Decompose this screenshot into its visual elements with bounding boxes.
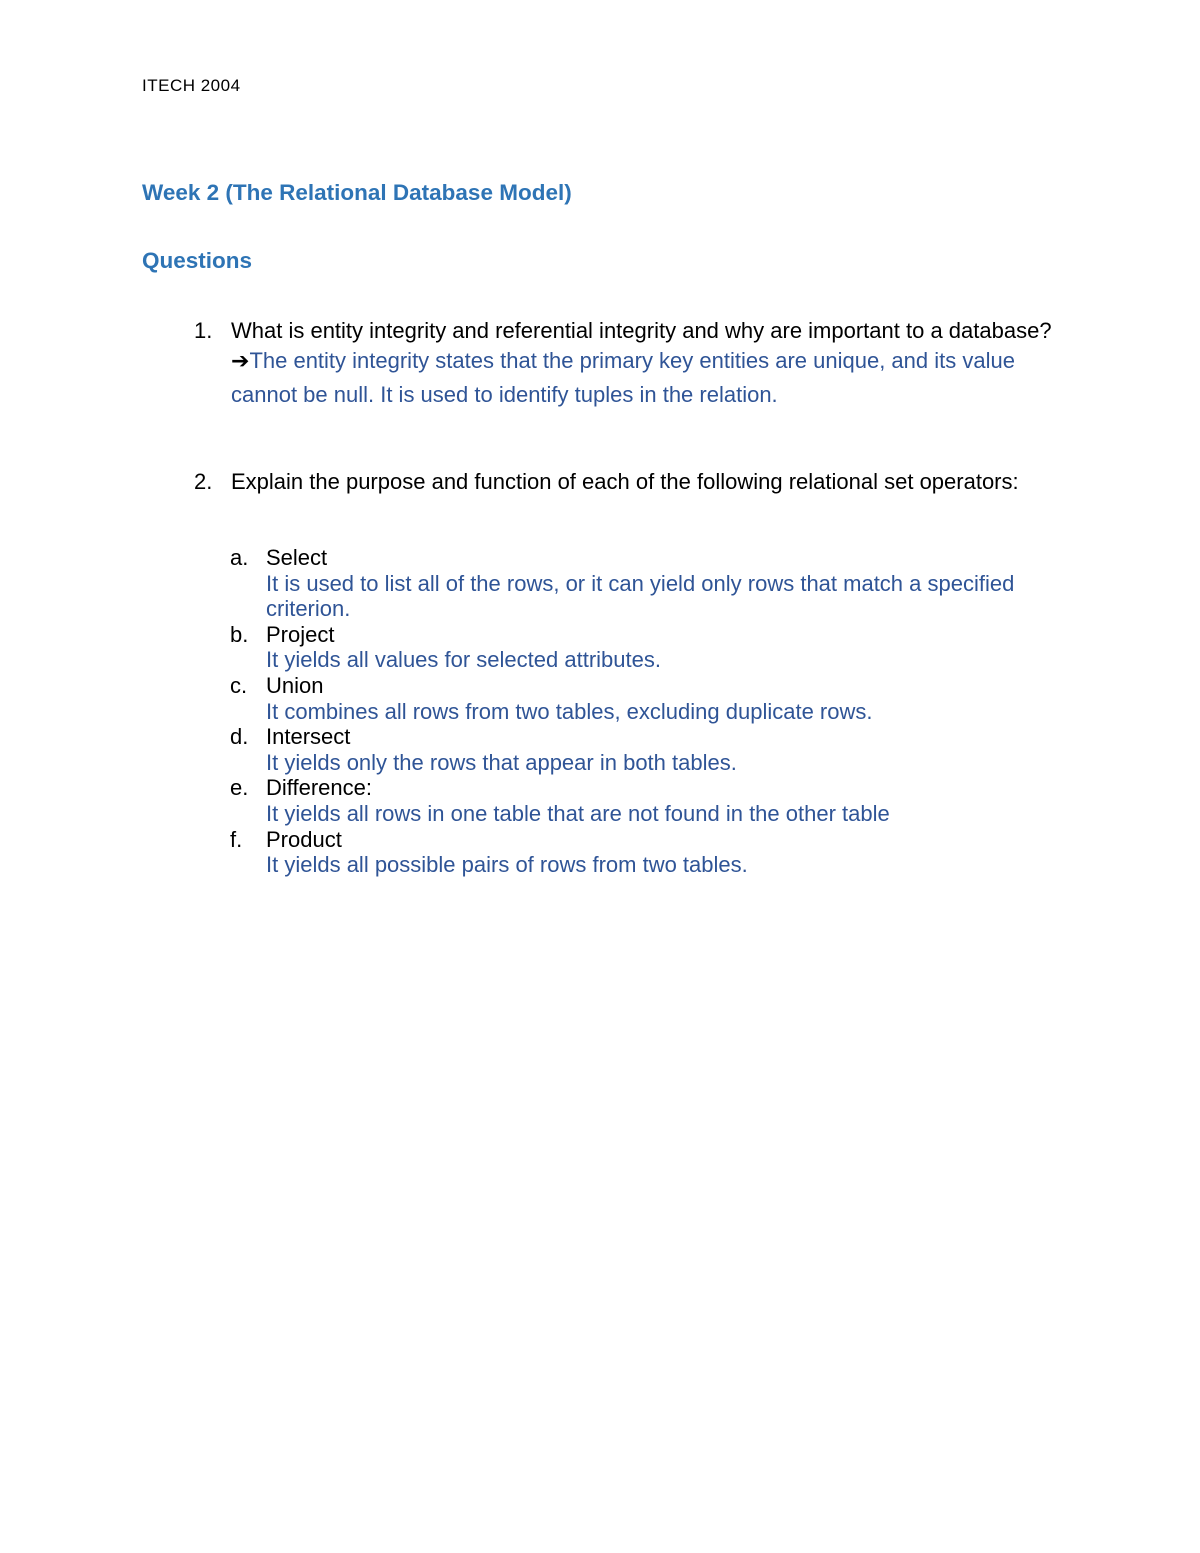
list-item <box>230 775 1050 826</box>
list-item-description: It is used to list all of the rows, or it can yield only rows that match a specified criterion. <box>266 570 1015 622</box>
list-item-term: Project <box>266 621 335 647</box>
list-item-term: Intersect <box>266 724 351 750</box>
list-item-term: Select <box>266 545 328 570</box>
list-item-letter: f. <box>230 826 243 852</box>
list-item-description: It yields all possible pairs of rows from two tables. <box>266 852 748 878</box>
question-text: What is entity integrity and referential integrity and why are important to a database? <box>231 318 1052 343</box>
operator-list <box>230 545 1050 878</box>
list-item-letter: d. <box>230 724 249 750</box>
list-item <box>230 545 1050 622</box>
list-item <box>230 673 1050 724</box>
answer-text: The entity integrity states that the primary key entities are unique, and its value cannot be null. It is used to identify tuples in the relation. <box>231 348 1015 407</box>
list-item-description: It yields all rows in one table that are not found in the other table <box>266 800 890 826</box>
list-item-description: It combines all rows from two tables, excluding duplicate rows. <box>266 698 873 724</box>
list-item <box>230 622 1050 673</box>
section-heading: Questions <box>142 248 253 273</box>
arrow-icon: ➔ <box>231 348 250 373</box>
list-item <box>230 724 1050 775</box>
list-item <box>230 827 1050 878</box>
list-item-letter: e. <box>230 775 249 801</box>
list-item-letter: c. <box>230 672 248 698</box>
question-body <box>231 469 1061 495</box>
page-header-course-code: ITECH 2004 <box>142 76 241 95</box>
list-item-term: Product <box>266 826 342 852</box>
page-title: Week 2 (The Relational Database Model) <box>142 180 572 205</box>
question-body <box>231 318 1061 412</box>
list-item-description: It yields only the rows that appear in both tables. <box>266 749 737 775</box>
question-number: 2. <box>194 469 213 494</box>
list-item-description: It yields all values for selected attributes. <box>266 647 661 673</box>
list-item-letter: a. <box>230 545 249 570</box>
list-item-term: Difference: <box>266 775 372 801</box>
question-number: 1. <box>194 318 213 343</box>
list-item-letter: b. <box>230 621 249 647</box>
question-text: Explain the purpose and function of each of the following relational set operators: <box>231 469 1019 494</box>
question-answer <box>231 344 1061 412</box>
list-item-term: Union <box>266 672 324 698</box>
